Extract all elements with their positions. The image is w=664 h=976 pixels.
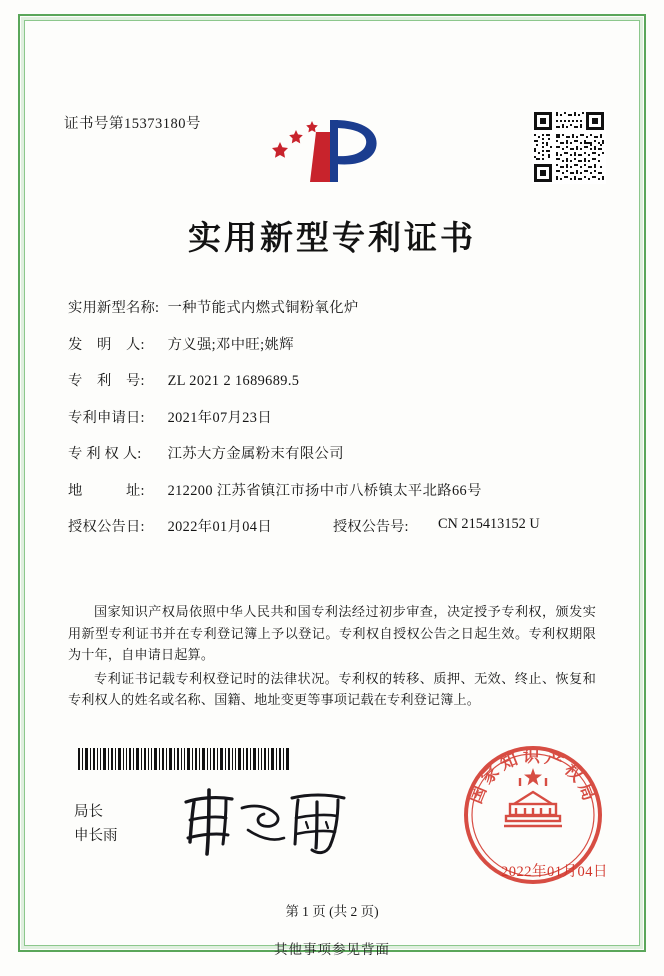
field-label: 授权公告日: bbox=[68, 519, 145, 535]
field-label: 专利申请日: bbox=[68, 409, 145, 426]
field-row-patent-number bbox=[68, 370, 608, 407]
field-value: ZL 2021 2 1689689.5 bbox=[167, 373, 300, 389]
field-label: 地 址: bbox=[68, 482, 145, 499]
field-value: 2021年07月23日 bbox=[167, 409, 273, 426]
footer-note: 其他事项参见背面 bbox=[274, 942, 390, 957]
field-row-inventors bbox=[68, 334, 608, 371]
field-value: 江苏大方金属粉末有限公司 bbox=[167, 446, 344, 462]
paragraph-grant-statement: 国家知识产权局依照中华人民共和国专利法经过初步审查，决定授予专利权，颁发实用新型专利证书并在专利登记簿上予以登记。专利权自授权公告之日起生效。专利权期限为十年，自申请日起算。 bbox=[68, 604, 596, 662]
field-label: 专 利 权 人: bbox=[68, 446, 142, 462]
barcode-icon bbox=[78, 748, 292, 770]
page-title: 实用新型专利证书 bbox=[188, 221, 476, 257]
field-row-grant-announcement bbox=[68, 516, 608, 553]
field-row-application-date bbox=[68, 407, 608, 444]
field-row-address bbox=[68, 480, 608, 517]
field-value-secondary: CN 215413152 U bbox=[438, 516, 540, 532]
field-label: 专 利 号: bbox=[68, 373, 145, 389]
field-label: 实用新型名称: bbox=[68, 300, 160, 316]
patent-office-logo-icon bbox=[272, 112, 384, 188]
director-title-label: 局长 bbox=[74, 804, 103, 820]
handwritten-signature-icon bbox=[176, 784, 356, 858]
certificate-number: 证书号第15373180号 bbox=[64, 116, 201, 132]
seal-arc-text: 国家知识产权局 bbox=[466, 746, 601, 807]
field-value: 2022年01月04日 bbox=[167, 519, 273, 535]
field-row-utility-model-name bbox=[68, 297, 608, 334]
field-label-secondary: 授权公告号: bbox=[333, 519, 409, 535]
seal-date: 2022年01月04日 bbox=[501, 864, 608, 880]
field-label: 发 明 人: bbox=[68, 336, 145, 353]
field-value: 212200 江苏省镇江市扬中市八桥镇太平北路66号 bbox=[167, 482, 482, 499]
legal-text-block bbox=[68, 601, 596, 713]
field-value: 方义强;邓中旺;姚辉 bbox=[167, 336, 294, 353]
qr-code-icon bbox=[532, 110, 606, 184]
field-row-patentee bbox=[68, 443, 608, 480]
signature-labels bbox=[74, 800, 118, 848]
page-number: 第 1 页 (共 2 页) bbox=[285, 904, 379, 919]
paragraph-register-statement: 专利证书记载专利权登记时的法律状况。专利权的转移、质押、无效、终止、恢复和专利权人的姓名或名称、国籍、地址变更等事项记载在专利登记簿上。 bbox=[68, 670, 596, 707]
field-list bbox=[68, 297, 608, 553]
director-name-label: 申长雨 bbox=[74, 828, 118, 844]
field-value: 一种节能式内燃式铜粉氧化炉 bbox=[167, 300, 359, 316]
